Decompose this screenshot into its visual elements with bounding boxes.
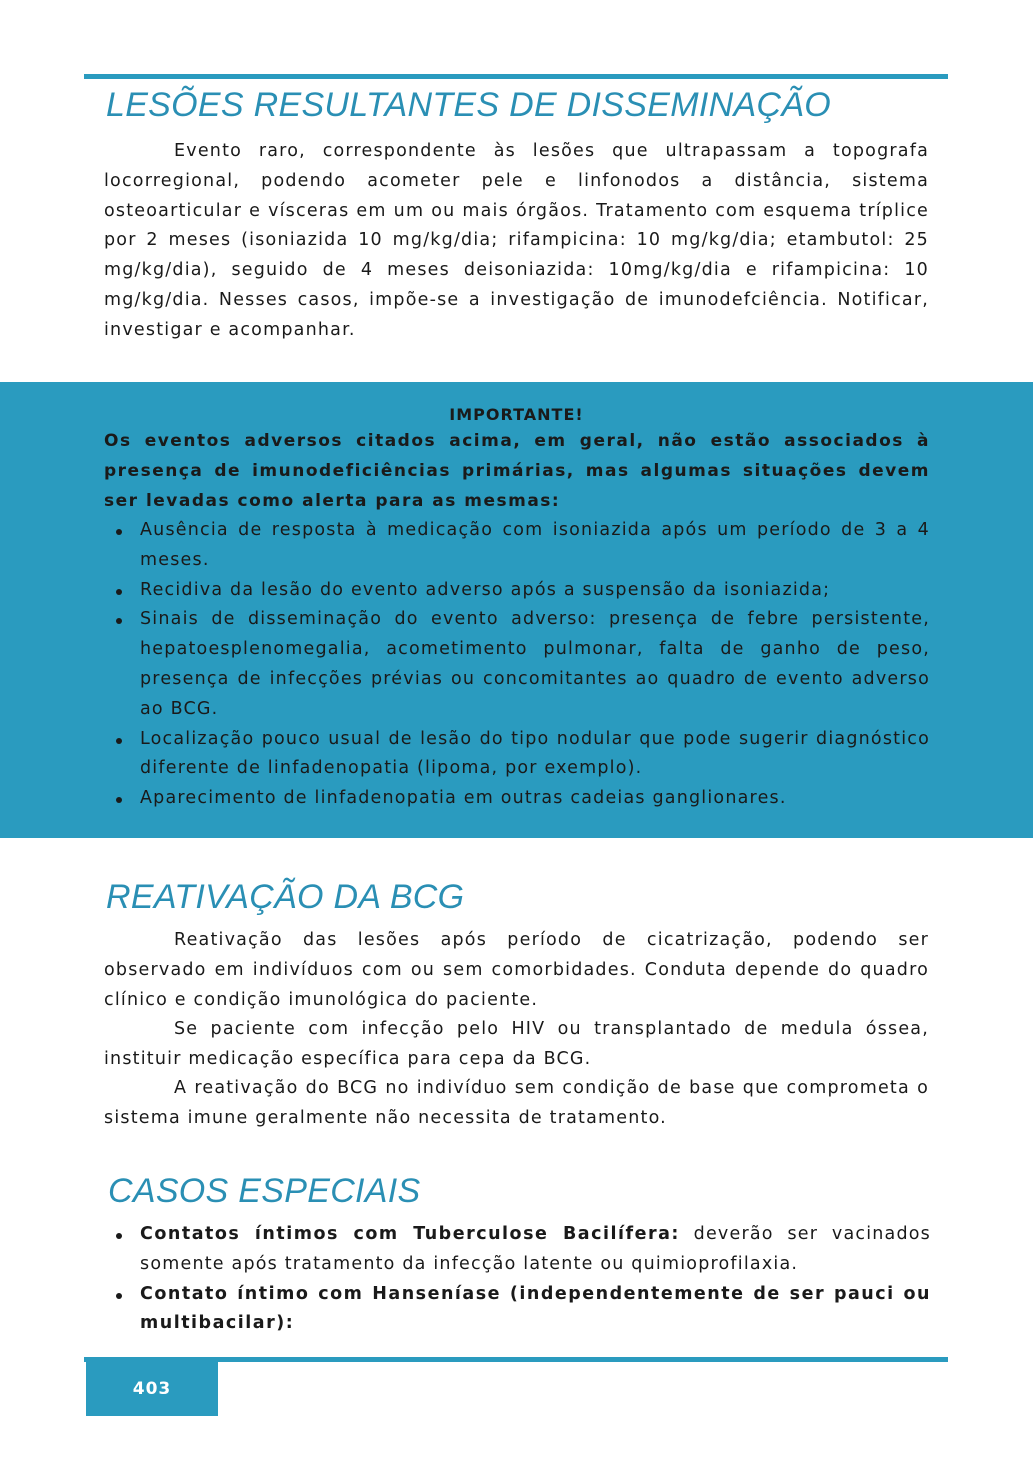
page-number: 403 (86, 1362, 218, 1416)
important-intro: Os eventos adversos citados acima, em geral, não estão associados à presença de imunodeficiências primárias, mas algumas situações devem ser levadas como alerta para as mesmas: (104, 431, 930, 511)
section-body-disseminacao: Evento raro, correspondente às lesões que ultrapassam a topografa locorregional, podendo acometer pele e linfonodos a distância, sistema osteoarticular e vísceras em um ou mais órgãos. Tratamento com esquema tríplice por 2 meses (isoniazida 10 mg/kg/dia; rifampicina: 10 mg/kg/dia; etambutol: 25 mg/kg/dia), seguido de 4 meses deisoniazida: 10mg/kg/dia e rifampicina: 10 mg/kg/dia. Nesses casos, impõe-se a investigação de imunodefciência. Notificar, investigar e acompanhar. (104, 141, 929, 340)
reativacao-paragraph-2: Se paciente com infecção pelo HIV ou transplantado de medula óssea, instituir medicação específica para cepa da BCG. (104, 1019, 929, 1069)
bullet-icon (116, 589, 122, 595)
section-title-reativacao: REATIVAÇÃO DA BCG (106, 878, 465, 916)
section-title-disseminacao: LESÕES RESULTANTES DE DISSEMINAÇÃO (106, 86, 831, 124)
bullet-icon (116, 618, 122, 624)
bullet-icon (116, 797, 122, 803)
list-item: Sinais de disseminação do evento adverso: presença de febre persistente, hepatoesplenomegalia, acometimento pulmonar, falta de ganho de peso, presença de infecções prévias ou concomitantes ao quadro de evento adverso ao BCG. (104, 605, 930, 724)
list-item: Aparecimento de linfadenopatia em outras cadeias ganglionares. (104, 784, 930, 814)
bullet-icon (116, 529, 122, 535)
important-title: IMPORTANTE! (449, 405, 584, 424)
list-item: Contatos íntimos com Tuberculose Bacilífera: deverão ser vacinados somente após tratamento da infecção latente ou quimioprofilaxia. (104, 1220, 931, 1280)
bullet-icon (116, 1233, 122, 1239)
section-title-casos-especiais: CASOS ESPECIAIS (108, 1172, 421, 1210)
reativacao-paragraph-1: Reativação das lesões após período de cicatrização, podendo ser observado em indivíduos com ou sem comorbidades. Conduta depende do quadro clínico e condição imunológica do paciente. (104, 930, 929, 1010)
reativacao-paragraph-3: A reativação do BCG no indivíduo sem condição de base que comprometa o sistema imune geralmente não necessita de tratamento. (104, 1078, 929, 1128)
list-item: Contato íntimo com Hanseníase (independentemente de ser pauci ou multibacilar): (104, 1280, 931, 1340)
bullet-icon (116, 1293, 122, 1299)
casos-especiais-list (104, 1220, 931, 1339)
list-item: Ausência de resposta à medicação com isoniazida após um período de 3 a 4 meses. (104, 516, 930, 576)
list-item: Recidiva da lesão do evento adverso após a suspensão da isoniazida; (104, 576, 930, 606)
important-list (104, 516, 930, 814)
bullet-icon (116, 738, 122, 744)
top-rule (84, 74, 948, 79)
list-item: Localização pouco usual de lesão do tipo nodular que pode sugerir diagnóstico diferente de linfadenopatia (lipoma, por exemplo). (104, 725, 930, 785)
